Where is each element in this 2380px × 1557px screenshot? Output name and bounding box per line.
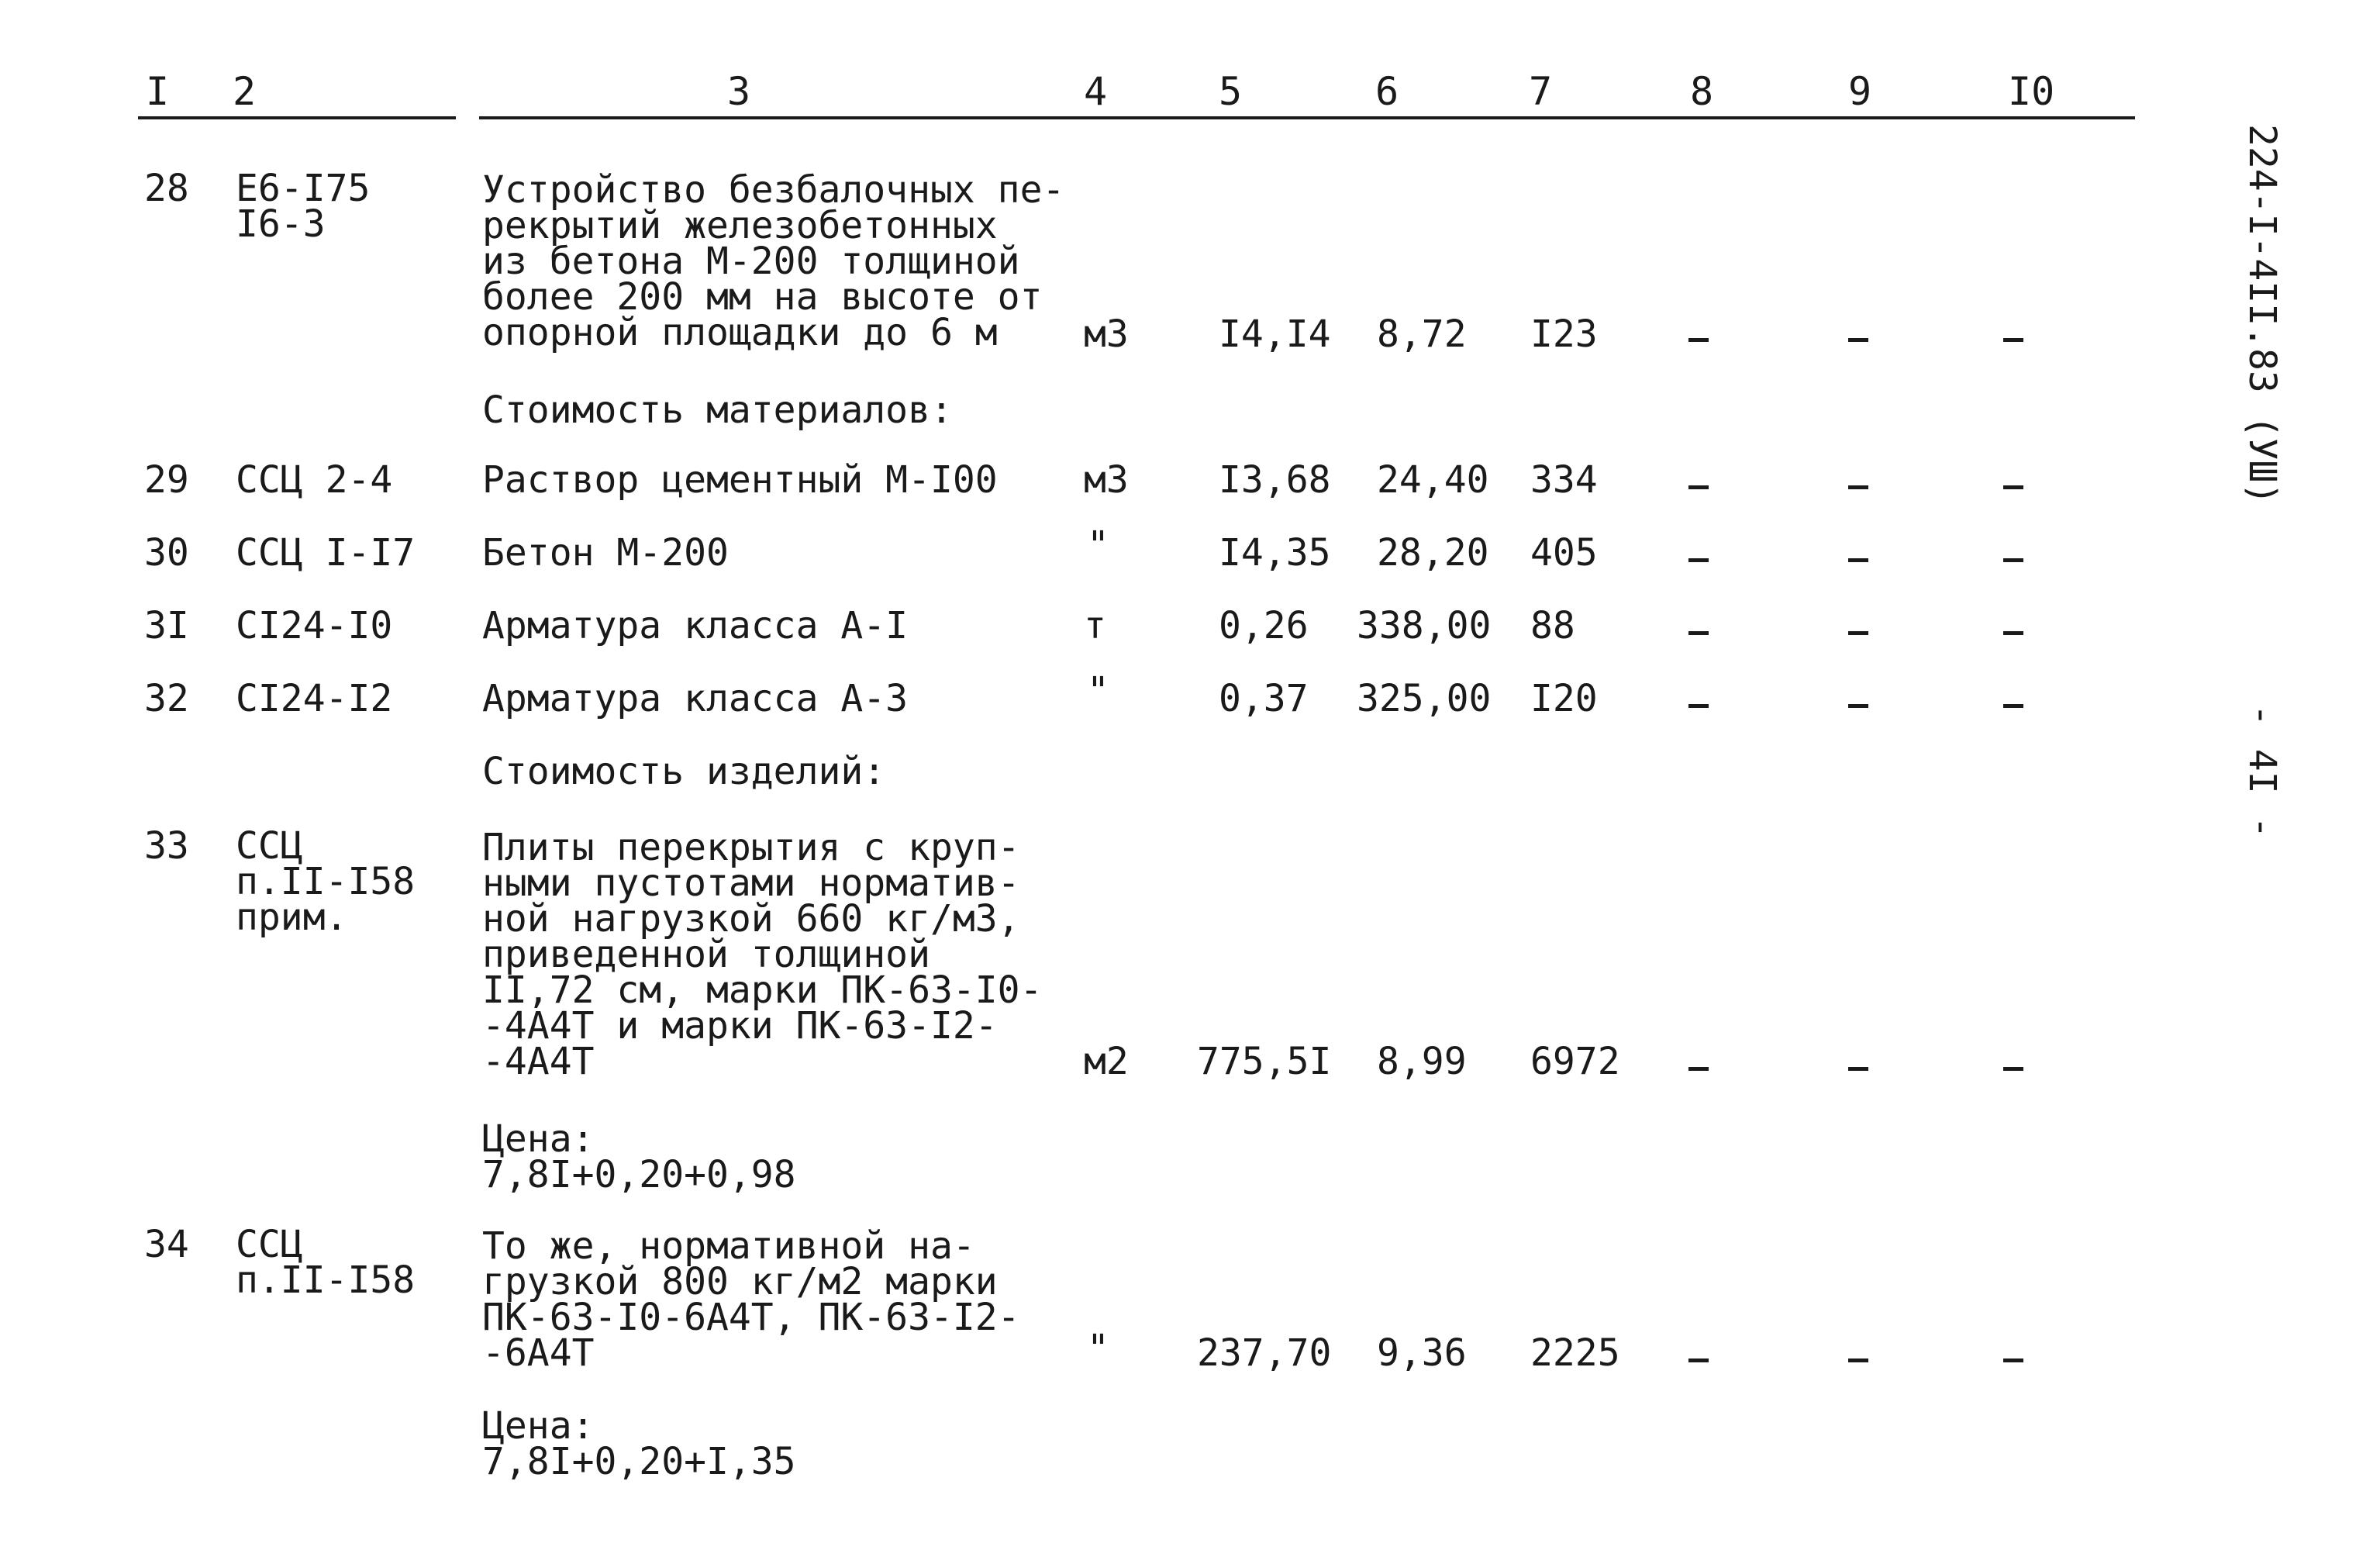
row-price: 28,20 — [1377, 531, 1489, 575]
row-col9-dash — [1848, 1358, 1868, 1362]
row-col8-dash — [1688, 631, 1709, 635]
row-description: Бетон М-200 — [482, 531, 729, 575]
price-note: Цена: 7,8I+0,20+0,98 — [482, 1117, 796, 1196]
row-number: 28 — [144, 167, 189, 210]
header-col-5: 5 — [1219, 69, 1243, 114]
row-description: Арматура класса А-3 — [482, 677, 909, 720]
row-total: 2225 — [1530, 1331, 1620, 1375]
header-col-2: 2 — [233, 69, 257, 114]
row-quantity: 775,5I — [1197, 1040, 1332, 1083]
row-col8-dash — [1688, 338, 1709, 342]
row-quantity: I4,35 — [1219, 531, 1331, 575]
row-number: 34 — [144, 1223, 189, 1266]
header-col-6: 6 — [1375, 69, 1399, 114]
section-heading-materials: Стоимость материалов: — [482, 388, 953, 432]
row-col9-dash — [1848, 631, 1868, 635]
row-unit: м3 — [1084, 458, 1129, 502]
row-col9-dash — [1848, 485, 1868, 489]
row-unit-ditto: " — [1087, 523, 1109, 567]
row-number: 29 — [144, 458, 189, 502]
row-description: То же, нормативной на- грузкой 800 кг/м2 марки ПК-63-I0-6А4Т, ПК-63-I2- -6А4Т — [482, 1224, 1020, 1375]
row-number: 32 — [144, 677, 189, 720]
row-quantity: 0,26 — [1219, 604, 1309, 647]
row-col9-dash — [1848, 704, 1868, 708]
row-col10-dash — [2003, 338, 2023, 342]
row-unit-ditto: " — [1087, 1327, 1109, 1370]
row-col8-dash — [1688, 1067, 1709, 1071]
row-code: ССЦ I-I7 — [236, 531, 416, 575]
row-total: I20 — [1530, 677, 1598, 720]
price-note: Цена: 7,8I+0,20+I,35 — [482, 1404, 796, 1483]
row-description: Арматура класса А-I — [482, 604, 909, 647]
row-total: 334 — [1530, 458, 1598, 502]
row-col9-dash — [1848, 338, 1868, 342]
row-price: 8,72 — [1377, 312, 1467, 356]
row-quantity: 237,70 — [1197, 1331, 1332, 1375]
row-code: ССЦ п.II-I58 — [236, 1223, 416, 1302]
row-description: Раствор цементный М-I00 — [482, 458, 998, 502]
row-total: I23 — [1530, 312, 1598, 356]
row-total: 6972 — [1530, 1040, 1620, 1083]
header-col-7: 7 — [1529, 69, 1553, 114]
header-underline-1 — [138, 116, 456, 119]
row-description: Устройство безбалочных пе- рекрытий железобетонных из бетона М-200 толщиной более 200 мм на высоте от опорной площадки до 6 м — [482, 168, 1065, 354]
row-description: Плиты перекрытия с круп- ными пустотами норматив- ной нагрузкой 660 кг/м3, приведенной толщиной II,72 см, марки ПК-63-I0- -4А4Т и марки ПК-63-I2- -4А4Т — [482, 826, 1043, 1083]
row-unit: м2 — [1084, 1040, 1129, 1083]
row-code: Е6-I75 I6-3 — [236, 167, 371, 246]
row-code: ССЦ п.II-I58 прим. — [236, 824, 416, 939]
row-price: 8,99 — [1377, 1040, 1467, 1083]
row-col10-dash — [2003, 1067, 2023, 1071]
header-col-9: 9 — [1848, 69, 1872, 114]
header-col-1: I — [146, 69, 170, 114]
row-col9-dash — [1848, 1067, 1868, 1071]
header-col-4: 4 — [1084, 69, 1108, 114]
row-number: 30 — [144, 531, 189, 575]
row-col10-dash — [2003, 704, 2023, 708]
header-col-3: 3 — [727, 69, 751, 114]
row-quantity: I3,68 — [1219, 458, 1331, 502]
row-code: СI24-I2 — [236, 677, 393, 720]
row-col10-dash — [2003, 1358, 2023, 1362]
row-quantity: 0,37 — [1219, 677, 1309, 720]
header-col-8: 8 — [1690, 69, 1714, 114]
document-code: 224-I-4II.83 (УШ) — [2240, 124, 2284, 506]
row-price: 338,00 — [1357, 604, 1492, 647]
row-number: 3I — [144, 604, 189, 647]
page-number: - 4I - — [2240, 704, 2284, 839]
row-price: 24,40 — [1377, 458, 1489, 502]
header-col-10: I0 — [2008, 69, 2055, 114]
section-heading-products: Стоимость изделий: — [482, 750, 886, 793]
row-unit: м3 — [1084, 312, 1129, 356]
row-col10-dash — [2003, 631, 2023, 635]
row-col8-dash — [1688, 1358, 1709, 1362]
row-total: 405 — [1530, 531, 1598, 575]
row-price: 325,00 — [1357, 677, 1492, 720]
row-col9-dash — [1848, 558, 1868, 562]
row-price: 9,36 — [1377, 1331, 1467, 1375]
row-code: СI24-I0 — [236, 604, 393, 647]
row-number: 33 — [144, 824, 189, 868]
row-col8-dash — [1688, 704, 1709, 708]
row-col8-dash — [1688, 485, 1709, 489]
row-quantity: I4,I4 — [1219, 312, 1331, 356]
row-col8-dash — [1688, 558, 1709, 562]
row-col10-dash — [2003, 485, 2023, 489]
row-col10-dash — [2003, 558, 2023, 562]
row-unit-ditto: " — [1087, 669, 1109, 713]
row-code: ССЦ 2-4 — [236, 458, 393, 502]
row-total: 88 — [1530, 604, 1575, 647]
header-underline-2 — [479, 116, 2135, 119]
row-unit: т — [1084, 604, 1106, 647]
